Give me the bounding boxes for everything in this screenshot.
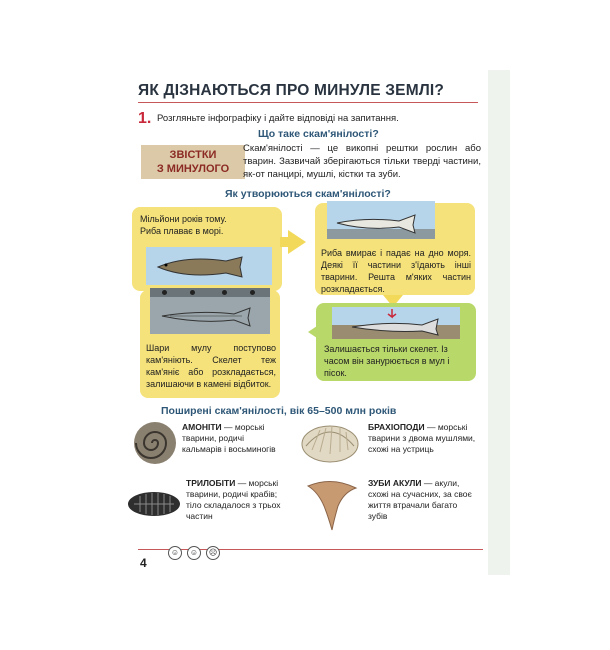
facts-tag xyxy=(141,145,245,179)
sad-face-icon: ☹ xyxy=(206,546,220,560)
dead-fish-icon xyxy=(327,201,435,239)
step-2-box xyxy=(315,203,475,295)
task-line xyxy=(138,110,399,128)
what-heading: Що таке скам'янілості? xyxy=(258,128,379,140)
title-rule xyxy=(138,102,478,103)
step-3-text: Шари мулу поступово кам'яніють. Скелет теж кам'яніє або розкладається, залишаючи в камені відбиток. xyxy=(146,343,276,389)
step-4-box xyxy=(316,303,476,381)
swimming-fish-icon xyxy=(146,247,272,285)
next-page-edge xyxy=(488,70,510,575)
fossil-name: ТРИЛОБІТИ xyxy=(186,478,236,488)
facts-tag-line2: З МИНУЛОГО xyxy=(156,163,230,175)
happy-face-icon: ☺ xyxy=(168,546,182,560)
fossil-desc: — морські тварини, родичі крабів; тіло складалося з трьох частин xyxy=(186,478,281,521)
textbook-page xyxy=(118,70,488,575)
facts-tag-line1: ЗВІСТКИ xyxy=(169,149,217,161)
task-text: Розгляньте інфографіку і дайте відповіді на запитання. xyxy=(156,113,399,124)
step-3-scene xyxy=(150,288,270,334)
step-2-scene xyxy=(327,201,435,239)
page-title: ЯК ДІЗНАЮТЬСЯ ПРО МИНУЛЕ ЗЕМЛІ? xyxy=(138,82,445,99)
step-1-scene xyxy=(146,247,272,285)
fossil-name: АМОНІТИ xyxy=(182,422,222,432)
brachiopod-icon xyxy=(300,420,360,464)
arrow-right-icon xyxy=(288,230,306,254)
fossil-trilobites xyxy=(186,478,290,522)
step-1-box xyxy=(132,207,282,291)
trilobite-icon xyxy=(126,488,182,520)
definition-text: Скам'янілості — це викопні рештки рослин або тварин. Зазвичай зберігаються тільки тверді частини, як-от панцирі, мушлі, кістки та зуби. xyxy=(243,143,481,180)
fossil-imprint-icon xyxy=(150,288,270,334)
skeleton-icon xyxy=(332,307,460,339)
page-number: 4 xyxy=(140,556,147,570)
fossil-desc: — морські тварини, родичі кальмарів і восьминогів xyxy=(182,422,276,454)
fossil-shark-teeth xyxy=(368,478,478,522)
step-4-text: Залишається тільки скелет. Із часом він занурюється в мул і пісок. xyxy=(324,344,450,378)
how-heading: Як утворюються скам'янілості? xyxy=(225,188,391,200)
task-number: 1. xyxy=(138,110,152,127)
step-4-scene xyxy=(332,307,460,339)
step-3-box xyxy=(140,290,280,398)
fossil-brachiopods xyxy=(368,422,478,455)
fossil-name: БРАХІОПОДИ xyxy=(368,422,425,432)
step-2-text: Риба вмирає і падає на дно моря. Деякі її частини з'їдають інші тварини. Решта м'яких частин розкладається. xyxy=(321,248,471,294)
common-fossils-heading: Поширені скам'янілості, вік 65–500 млн років xyxy=(161,405,397,417)
fossil-ammonites xyxy=(182,422,286,455)
neutral-face-icon: ☺ xyxy=(187,546,201,560)
step-1-text: Мільйони років тому. Риба плаває в морі. xyxy=(140,214,227,236)
ammonite-icon xyxy=(132,420,178,466)
fossil-name: ЗУБИ АКУЛИ xyxy=(368,478,422,488)
fossil-desc: — морські тварини з двома мушлями, схожі на устриць xyxy=(368,422,476,454)
fossil-desc: — акули, схожі на сучасних, за своє життя втрачали багато зубів xyxy=(368,478,472,521)
self-assessment-faces xyxy=(168,542,225,560)
shark-tooth-icon xyxy=(304,476,360,532)
